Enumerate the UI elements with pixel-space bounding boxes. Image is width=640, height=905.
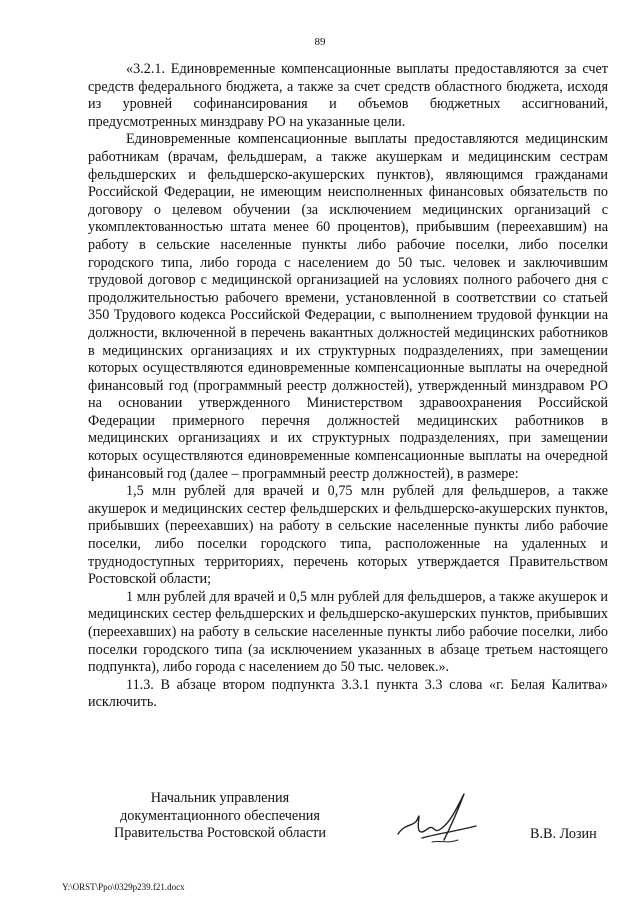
paragraph-amount-remote: 1,5 млн рублей для врачей и 0,75 млн рублей для фельдшеров, а также акушерок и медицинских сестер фельдшерских и фельдшерско-акушерских пунктов, прибывших (переехавших) на работу в сельские населенные пункты либо рабочие поселки, либо поселки городского типа, расположенные на удаленных и труднодоступных территориях, перечень которых утверждается Правительством Ростовской области; [88,483,608,588]
signatory-name: В.В. Лозин [530,826,597,842]
page-number: 89 [314,36,326,48]
signatory-title-line1: Начальник управления [150,790,290,806]
signatory-title-line3: Правительства Ростовской области [114,825,326,842]
paragraph-amount-standard: 1 млн рублей для врачей и 0,5 млн рублей для фельдшеров, а также акушерок и медицинских сестер фельдшерских и фельдшерско-акушерских пунктов, прибывших (переехавших) на работу в сельские населенные пункты либо рабочие поселки, либо поселки городского типа (за исключением указанных в абзаце третьем настоящего подпункта), либо города с населением до 50 тыс. человек.». [88,588,608,676]
signatory-title-line2: документационного обеспечения [120,807,320,824]
handwritten-signature [392,782,482,852]
document-body [88,61,608,712]
paragraph-3-2-1: «3.2.1. Единовременные компенсационные выплаты предоставляются за счет средств федерального бюджета, а также за счет средств областного бюджета, исходя из уровней софинансирования и объемов бюджетных ассигнований, предусмотренных минздраву РО на указанные цели. [88,61,608,130]
paragraph-recipients: Единовременные компенсационные выплаты предоставляются медицинским работникам (врачам, фельдшерам, а также акушеркам и медицинским сестрам фельдшерских и фельдшерско-акушерских пунктов), являющимся гражданами Российской Федерации, не имеющим неисполненных финансовых обязательств по договору о целевом обучении (за исключением медицинских организаций с укомплектованностью штата менее 60 процентов), прибывшим (переехавшим) на работу в сельские населенные пункты либо рабочие поселки, либо поселки городского типа, либо города с населением до 50 тыс. человек и заключившим трудовой договор с медицинской организацией на условиях полного рабочего дня с продолжительностью рабочего времени, установленной в соответствии со статьей 350 Трудового кодекса Российской Федерации, с выполнением трудовой функции на должности, включенной в перечень вакантных должностей медицинских работников в медицинских организациях и их структурных подразделениях, при замещении которых осуществляются единовременные компенсационные выплаты на очередной финансовый год (программный реестр должностей), утвержденный минздравом РО на основании утвержденного Министерством здравоохранения Российской Федерации примерного перечня должностей медицинских работников в медицинских организациях и их структурных подразделениях, при замещении которых осуществляются единовременные компенсационные выплаты на очередной финансовый год (далее – программный реестр должностей), в размере: [88,131,608,482]
file-path-footer: Y:\ORST\Ppo\0329p239.f21.docx [62,882,185,892]
paragraph-11-3: 11.3. В абзаце втором подпункта 3.3.1 пункта 3.3 слова «г. Белая Калитва» исключить. [88,676,608,711]
signatory-title [110,790,330,843]
